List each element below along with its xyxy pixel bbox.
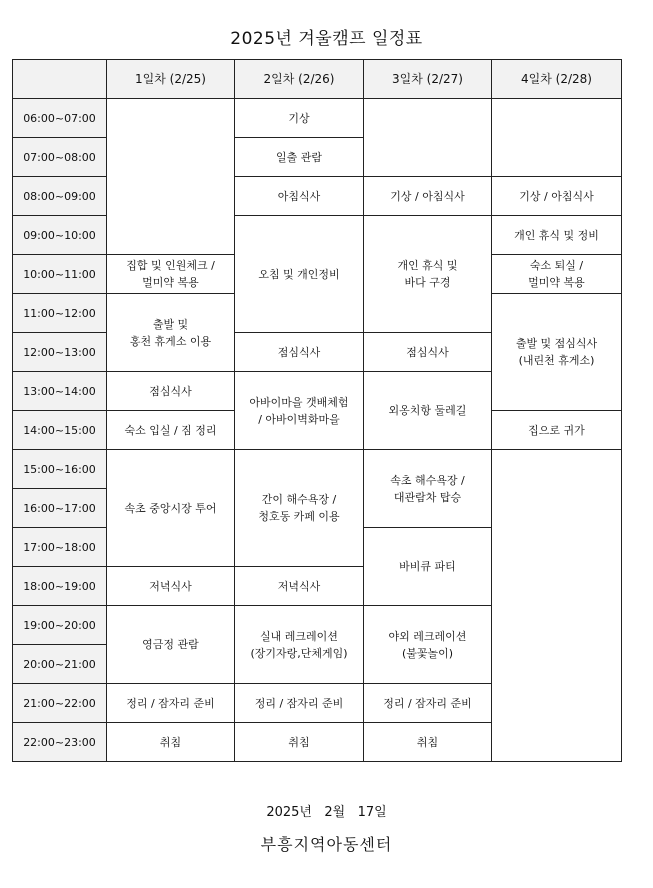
time-cell: 16:00~17:00	[13, 489, 107, 528]
day2-dinner-cell: 저녁식사	[235, 567, 364, 606]
time-cell: 08:00~09:00	[13, 177, 107, 216]
document-date: 2025년 2월 17일	[266, 805, 387, 820]
day4-rest-cell: 개인 휴식 및 정비	[492, 216, 622, 255]
day4-empty-cell	[492, 99, 622, 177]
day2-lunch-cell: 점심식사	[235, 333, 364, 372]
table-row	[13, 177, 622, 216]
time-cell: 15:00~16:00	[13, 450, 107, 489]
day1-prep-cell: 정리 / 잠자리 준비	[107, 684, 235, 723]
day4-breakfast-cell: 기상 / 아침식사	[492, 177, 622, 216]
day2-rest-cell: 오침 및 개인정비	[235, 216, 364, 333]
time-cell: 20:00~21:00	[13, 645, 107, 684]
time-cell: 21:00~22:00	[13, 684, 107, 723]
day2-breakfast-cell: 아침식사	[235, 177, 364, 216]
day1-market-cell: 속초 중앙시장 투어	[107, 450, 235, 567]
day3-beach-cell: 속초 해수욕장 / 대관람차 탑승	[364, 450, 492, 528]
day3-lunch-cell: 점심식사	[364, 333, 492, 372]
day3-rest-cell: 개인 휴식 및 바다 구경	[364, 216, 492, 333]
time-cell: 11:00~12:00	[13, 294, 107, 333]
day2-indoor-cell: 실내 레크레이션 (장기자랑,단체게임)	[235, 606, 364, 684]
day1-lodging-cell: 숙소 입실 / 짐 정리	[107, 411, 235, 450]
day3-prep-cell: 정리 / 잠자리 준비	[364, 684, 492, 723]
day3-header: 3일차 (2/27)	[364, 60, 492, 99]
time-cell: 07:00~08:00	[13, 138, 107, 177]
schedule-table	[12, 59, 622, 762]
day1-lunch-cell: 점심식사	[107, 372, 235, 411]
day1-film-cell: 영금정 관람	[107, 606, 235, 684]
page-title: 2025년 겨울캠프 일정표	[230, 29, 423, 49]
day3-empty-cell	[364, 99, 492, 177]
day3-bbq-cell: 바비큐 파티	[364, 528, 492, 606]
day2-sleep-cell: 취침	[235, 723, 364, 762]
day1-header: 1일차 (2/25)	[107, 60, 235, 99]
time-cell: 14:00~15:00	[13, 411, 107, 450]
day4-header: 4일차 (2/28)	[492, 60, 622, 99]
day1-empty-cell	[107, 99, 235, 255]
table-row	[13, 450, 622, 489]
day2-wakeup-cell: 기상	[235, 99, 364, 138]
day2-sunrise-cell: 일출 관람	[235, 138, 364, 177]
day2-abai-cell: 아바이마을 갯배체험 / 아바이벽화마을	[235, 372, 364, 450]
time-cell: 22:00~23:00	[13, 723, 107, 762]
day3-sleep-cell: 취침	[364, 723, 492, 762]
corner-cell	[13, 60, 107, 99]
day1-depart-cell: 출발 및 홍천 휴게소 이용	[107, 294, 235, 372]
time-cell: 17:00~18:00	[13, 528, 107, 567]
day1-dinner-cell: 저녁식사	[107, 567, 235, 606]
day3-outdoor-cell: 야외 레크레이션 (불꽃놀이)	[364, 606, 492, 684]
organization-name: 부흥지역아동센터	[260, 835, 393, 854]
time-cell: 06:00~07:00	[13, 99, 107, 138]
time-cell: 10:00~11:00	[13, 255, 107, 294]
header-row	[13, 60, 622, 99]
table-row	[13, 216, 622, 255]
day3-trail-cell: 외옹치항 둘레길	[364, 372, 492, 450]
time-cell: 09:00~10:00	[13, 216, 107, 255]
day4-checkout-cell: 숙소 퇴실 / 멀미약 복용	[492, 255, 622, 294]
day4-depart-cell: 출발 및 점심식사 (내린천 휴게소)	[492, 294, 622, 411]
day2-beach-cell: 간이 해수욕장 / 청호동 카페 이용	[235, 450, 364, 567]
day3-breakfast-cell: 기상 / 아침식사	[364, 177, 492, 216]
day1-sleep-cell: 취침	[107, 723, 235, 762]
day4-home-cell: 집으로 귀가	[492, 411, 622, 450]
time-cell: 13:00~14:00	[13, 372, 107, 411]
time-cell: 12:00~13:00	[13, 333, 107, 372]
time-cell: 18:00~19:00	[13, 567, 107, 606]
table-row	[13, 99, 622, 138]
day2-header: 2일차 (2/26)	[235, 60, 364, 99]
day4-empty-end-cell	[492, 450, 622, 762]
day1-checkin-cell: 집합 및 인원체크 / 멀미약 복용	[107, 255, 235, 294]
day2-prep-cell: 정리 / 잠자리 준비	[235, 684, 364, 723]
time-cell: 19:00~20:00	[13, 606, 107, 645]
